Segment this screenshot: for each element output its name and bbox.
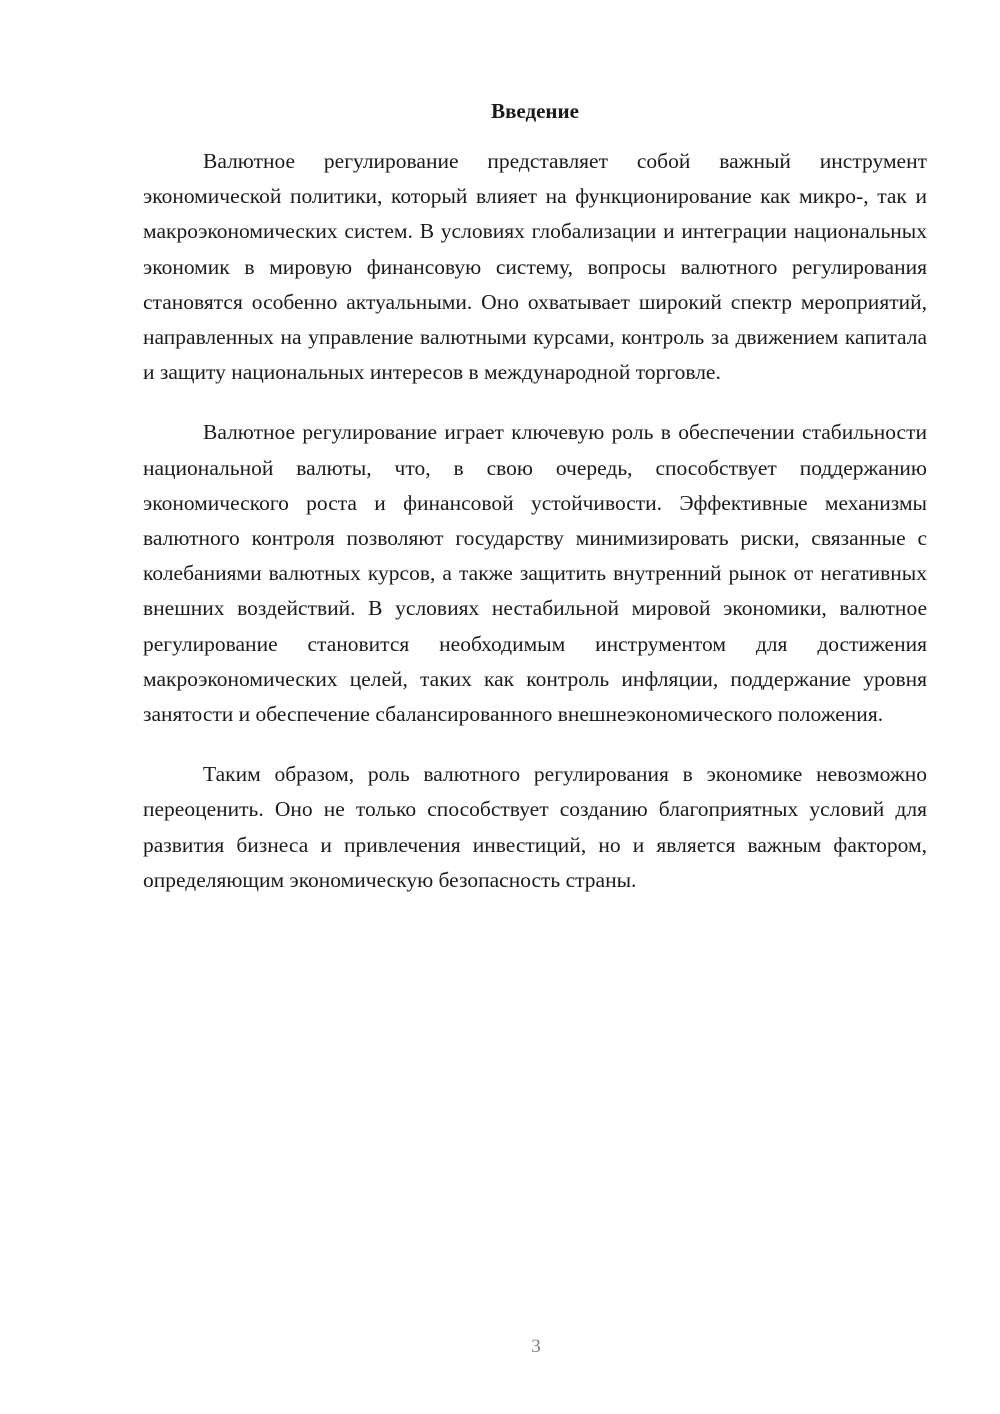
- body-text: [143, 144, 927, 923]
- page-number: 3: [531, 1336, 541, 1357]
- section-title: Введение: [491, 99, 579, 123]
- paragraph-3: Таким образом, роль валютного регулирования в экономике невозможно переоценить. Оно не только способствует созданию благоприятных условий для развития бизнеса и привлечения инвестиций, но и является важным фактором, определяющим экономическую безопасность страны.: [143, 762, 927, 892]
- paragraph-1: Валютное регулирование представляет собой важный инструмент экономической политики, который влияет на функционирование как микро-, так и макроэкономических систем. В условиях глобализации и интеграции национальных экономик в мировую финансовую систему, вопросы валютного регулирования становятся особенно актуальными. Оно охватывает широкий спектр мероприятий, направленных на управление валютными курсами, контроль за движением капитала и защиту национальных интересов в международной торговле.: [143, 149, 927, 385]
- paragraph-2: Валютное регулирование играет ключевую роль в обеспечении стабильности национальной валюты, что, в свою очередь, способствует поддержанию экономического роста и финансовой устойчивости. Эффективные механизмы валютного контроля позволяют государству минимизировать риски, связанные с колебаниями валютных курсов, а также защитить внутренний рынок от негативных внешних воздействий. В условиях нестабильной мировой экономики, валютное регулирование становится необходимым инструментом для достижения макроэкономических целей, таких как контроль инфляции, поддержание уровня занятости и обеспечение сбалансированного внешнеэкономического положения.: [143, 420, 927, 727]
